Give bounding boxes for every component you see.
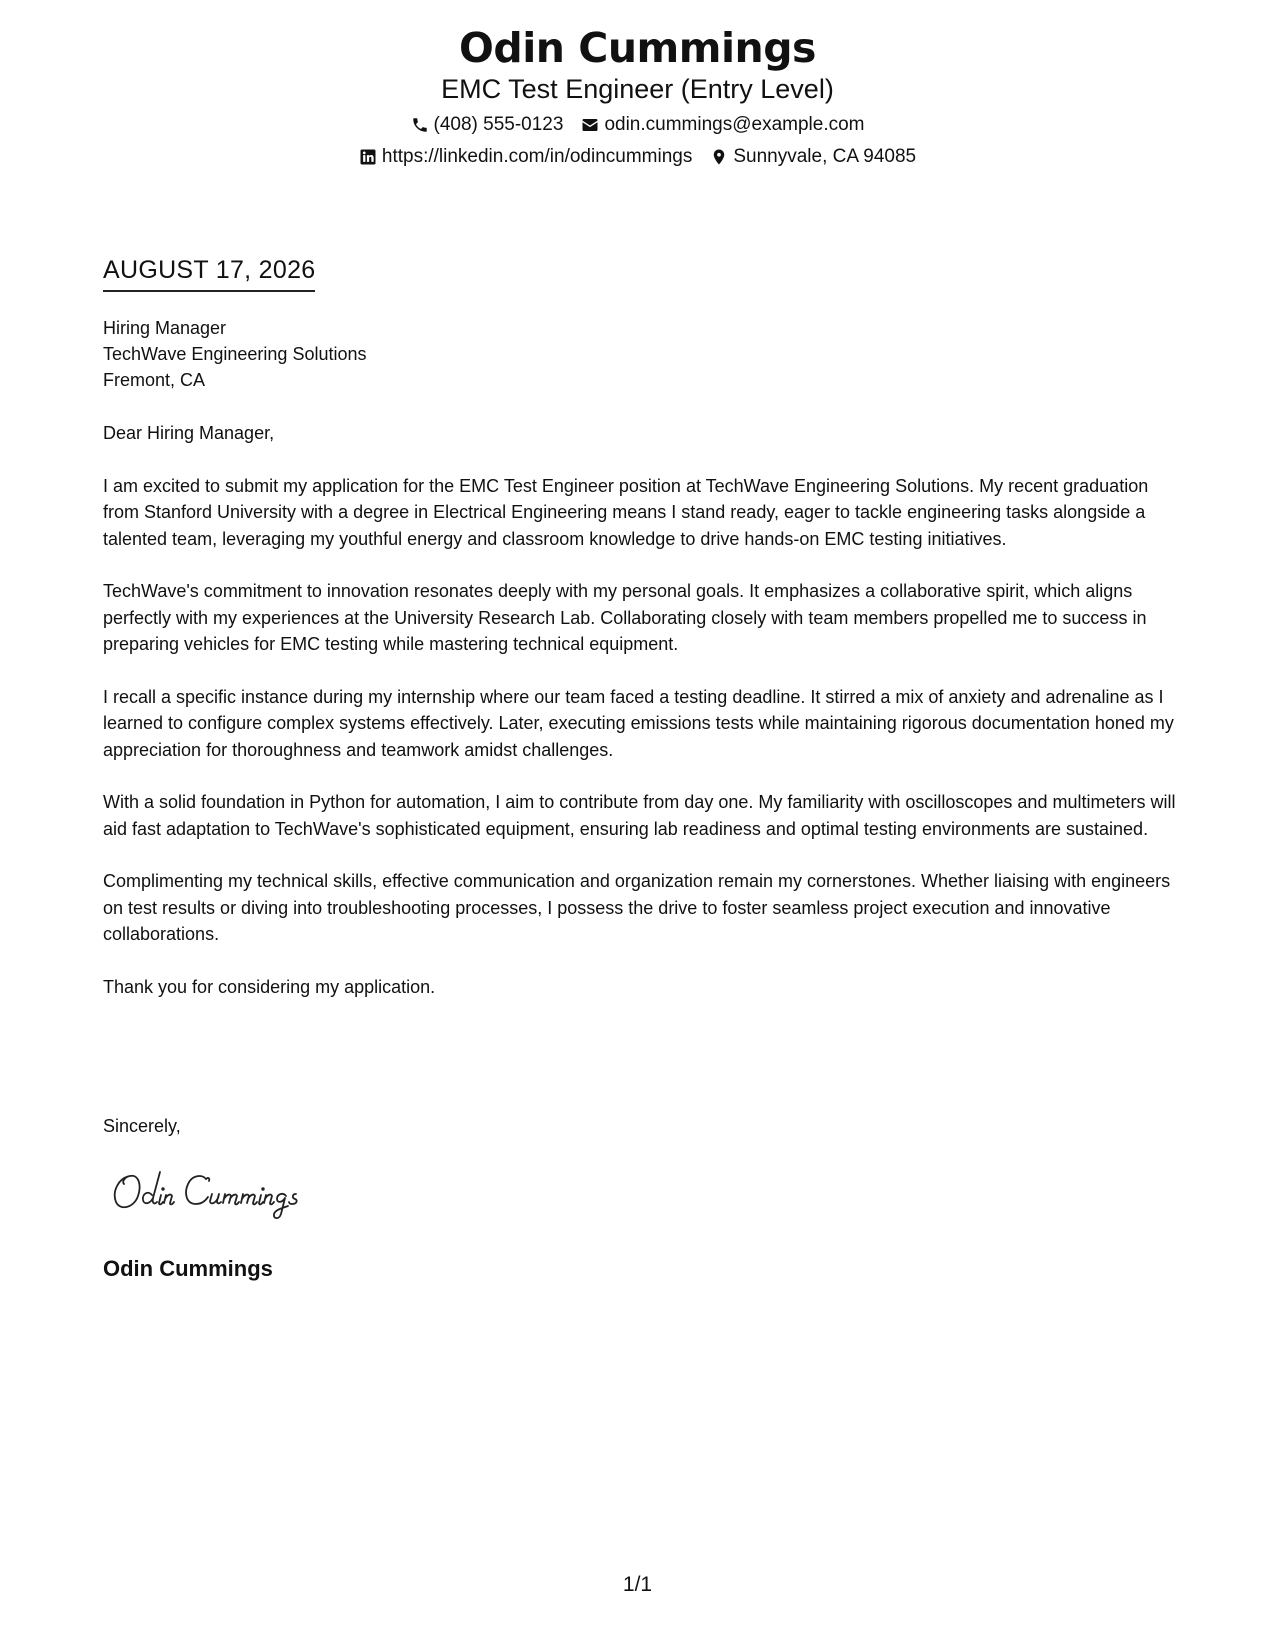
body-paragraph: TechWave's commitment to innovation resonates deeply with my personal goals. It emphasizes a collaborative spirit, which aligns perfectly with my experiences at the University Research Lab. Collaborating closely with team members propelled me to success in preparing vehicles for EMC testing while mastering technical equipment. <box>103 581 1147 654</box>
closing-line: Thank you for considering my application. <box>103 976 436 997</box>
email-address: odin.cummings@example.com <box>604 114 865 135</box>
linkedin-url: https://linkedin.com/in/odincummings <box>381 146 693 167</box>
page-number: 1/1 <box>622 1573 653 1596</box>
applicant-name: Odin Cummings <box>459 24 816 72</box>
job-title: EMC Test Engineer (Entry Level) <box>441 74 834 104</box>
recipient-block <box>103 315 1178 393</box>
envelope-icon <box>581 116 599 134</box>
recipient-company: TechWave Engineering Solutions <box>103 344 367 364</box>
letter-body <box>103 315 1178 1000</box>
contact-location <box>710 141 916 173</box>
body-paragraph: I am excited to submit my application for the EMC Test Engineer position at TechWave Engineering Solutions. My recent graduation from Stanford University with a degree in Electrical Engineering means I stand ready, eager to tackle engineering tasks alongside a talented team, leveraging my youthful energy and classroom knowledge to drive hands-on EMC testing initiatives. <box>103 475 1149 549</box>
contact-email <box>581 109 864 141</box>
body-paragraph: I recall a specific instance during my internship where our team faced a testing deadline. It stirred a mix of anxiety and adrenaline as I learned to configure complex systems effectively. Later, executing emissions tests while maintaining rigorous documentation honed my appreciation for thoroughness and teamwork amidst challenges. <box>103 686 1174 760</box>
letter-date: AUGUST 17, 2026 <box>103 254 315 292</box>
contact-phone <box>411 109 564 141</box>
body-paragraph: With a solid foundation in Python for automation, I aim to contribute from day one. My familiarity with oscilloscopes and multimeters will aid fast adaptation to TechWave's sophisticated equipment, ensuring lab readiness and optimal testing environments are sustained. <box>103 792 1176 839</box>
contact-row-primary <box>0 109 1275 141</box>
contact-linkedin <box>359 141 692 173</box>
linkedin-icon <box>359 148 377 166</box>
location-text: Sunnyvale, CA 94085 <box>733 146 917 167</box>
salutation: Dear Hiring Manager, <box>103 423 275 443</box>
body-paragraph: Complimenting my technical skills, effective communication and organization remain my cornerstones. Whether liaising with engineers on test results or diving into troubleshooting processes, I possess the drive to foster seamless project execution and innovative collaborations. <box>103 871 1171 944</box>
recipient-location: Fremont, CA <box>103 370 206 390</box>
handwritten-signature <box>108 1162 368 1222</box>
phone-number: (408) 555-0123 <box>433 114 564 135</box>
letter-header <box>0 22 1275 173</box>
phone-icon <box>411 116 429 134</box>
contact-row-secondary <box>0 141 1275 173</box>
letter-date-block <box>103 254 315 292</box>
map-pin-icon <box>710 148 728 166</box>
signoff: Sincerely, <box>103 1116 181 1136</box>
signer-name: Odin Cummings <box>103 1256 273 1281</box>
recipient-name: Hiring Manager <box>103 318 227 338</box>
